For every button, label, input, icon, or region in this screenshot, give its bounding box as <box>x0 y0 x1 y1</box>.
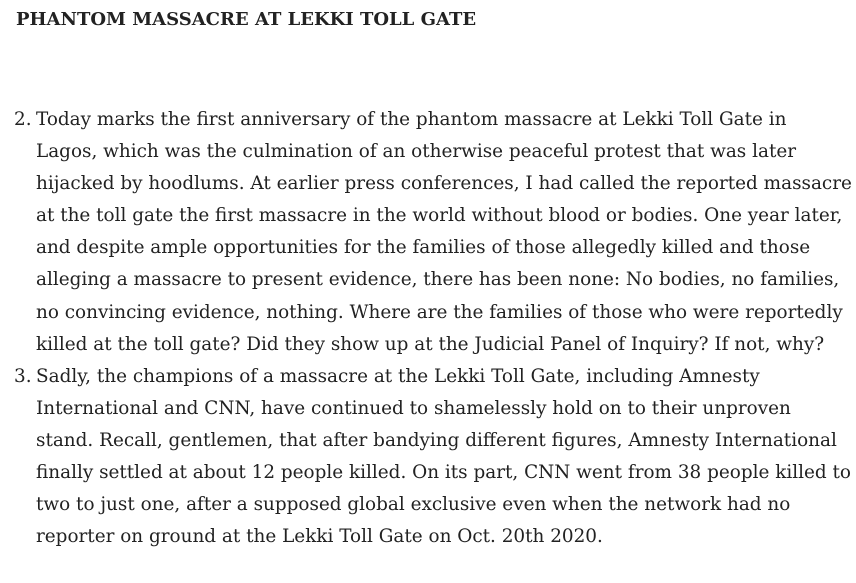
document-title: PHANTOM MASSACRE AT LEKKI TOLL GATE <box>16 9 477 30</box>
paragraph-text: Sadly, the champions of a massacre at the Lekki Toll Gate, including Amnesty International and CNN, have continued to shamelessly hold on to their unproven stand. Recall, gentlemen, that after bandying different figures, Amnesty International finally settled at about 12 people killed. On its part, CNN went from 38 people killed to two to just one, after a supposed global exclusive even when the network had no reporter on ground at the Lekki Toll Gate on Oct. 20th 2020. <box>36 365 851 548</box>
item-number: 2. <box>14 109 32 130</box>
paragraph-item-2 <box>14 104 852 361</box>
item-number: 3. <box>14 365 32 387</box>
numbered-paragraph-list <box>14 104 852 553</box>
paragraph-item-3 <box>14 361 852 554</box>
paragraph-text: Today marks the first anniversary of the phantom massacre at Lekki Toll Gate in Lagos, which was the culmination of an otherwise peaceful protest that was later hijacked by hoodlums. At earlier press conferences, I had called the reported massacre at the toll gate the first massacre in the world without blood or bodies. One year later, and despite ample opportunities for the families of those allegedly killed and those alleging a massacre to present evidence, there has been none: No bodies, no families, no convincing evidence, nothing. Where are the families of those who were reportedly killed at the toll gate? Did they show up at the Judicial Panel of Inquiry? If not, why? <box>36 109 852 355</box>
